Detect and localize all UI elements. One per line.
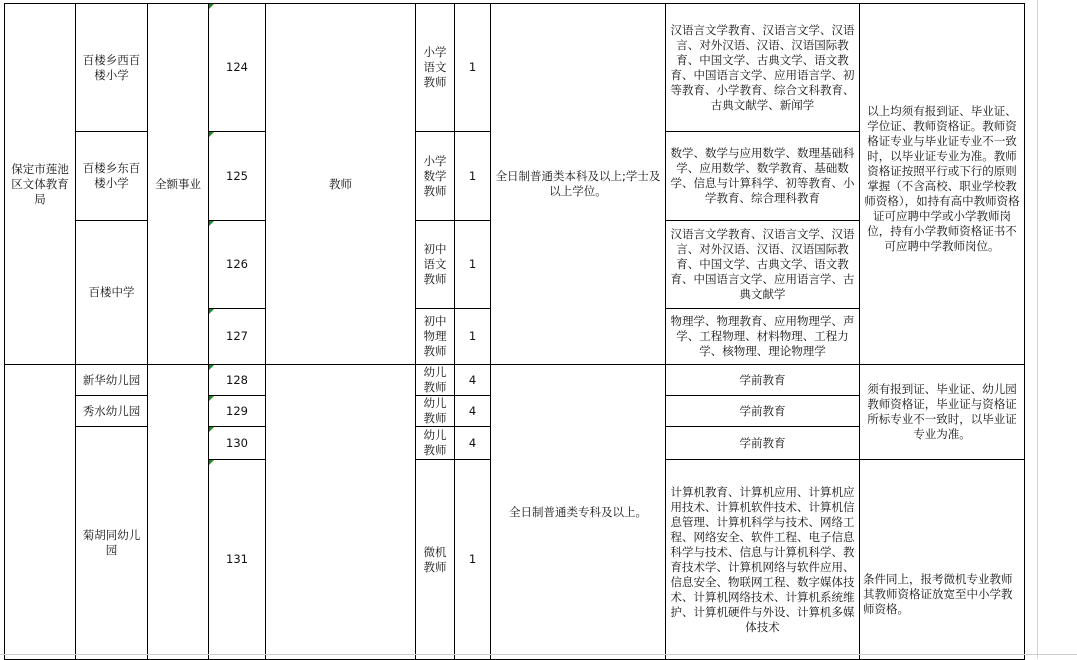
- department-cell-lower[interactable]: [5, 365, 76, 660]
- funding-cell-lower[interactable]: [148, 365, 209, 660]
- code-cell[interactable]: 131: [209, 460, 266, 660]
- post-cell[interactable]: 小学数学教师: [416, 132, 455, 221]
- note-cell[interactable]: 须有报到证、毕业证、幼儿园教师资格证，毕业证与资格证所标专业不一致时，以毕业证专业为准。: [860, 365, 1025, 460]
- recruitment-table: [4, 3, 1025, 660]
- unit-cell[interactable]: 秀水幼儿园: [76, 396, 148, 427]
- note-cell[interactable]: 以上均须有报到证、毕业证、学位证、教师资格证。教师资格证专业与毕业证专业不一致时，以毕业证专业为准。教师资格证按照平行或下行的原则掌握（不含高校、职业学校教师资格），如持有高中教师资格证可应聘中学或小学教师岗位，持有小学教师资格证书不可应聘中学教师岗位。: [860, 4, 1025, 365]
- unit-cell[interactable]: 百楼中学: [76, 221, 148, 365]
- major-cell[interactable]: 数学、数学与应用数学、数理基础科学、应用数学、数学教育、基础数学、信息与计算科学、初等教育、小学教育、综合理科教育: [666, 132, 860, 221]
- major-cell[interactable]: 学前教育: [666, 365, 860, 396]
- comment-marker-icon: [209, 4, 214, 9]
- count-cell[interactable]: 4: [455, 396, 491, 427]
- category-cell-lower[interactable]: [266, 365, 416, 660]
- unit-cell[interactable]: 百楼乡西百楼小学: [76, 4, 148, 132]
- code-cell[interactable]: 129: [209, 396, 266, 427]
- major-cell[interactable]: 汉语言文学教育、汉语言文学、汉语言、对外汉语、汉语、汉语国际教育、中国文学、古典文学、语文教育、中国语言文学、应用语言学、古典文献学: [666, 221, 860, 309]
- major-cell[interactable]: 学前教育: [666, 427, 860, 460]
- post-cell[interactable]: 幼儿教师: [416, 365, 455, 396]
- count-cell[interactable]: 1: [455, 460, 491, 660]
- code-cell[interactable]: 128: [209, 365, 266, 396]
- major-cell[interactable]: 计算机教育、计算机应用、计算机应用技术、计算机软件技术、计算机信息管理、计算机科学与技术、网络工程、网络安全、软件工程、电子信息科学与技术、信息与计算机科学、教育技术学、计算机网络与软件应用、信息安全、物联网工程、数字媒体技术、计算机网络技术、计算机系统维护、计算机硬件与外设、计算机多媒体技术: [666, 460, 860, 660]
- code-cell[interactable]: 124: [209, 4, 266, 132]
- count-cell[interactable]: 1: [455, 309, 491, 365]
- count-cell[interactable]: 1: [455, 221, 491, 309]
- count-cell[interactable]: 4: [455, 365, 491, 396]
- post-cell[interactable]: 微机教师: [416, 460, 455, 660]
- post-cell[interactable]: 小学语文教师: [416, 4, 455, 132]
- comment-marker-icon: [209, 132, 214, 137]
- code-cell[interactable]: 126: [209, 221, 266, 309]
- sheet-gridline: [1037, 0, 1038, 658]
- table-row: [5, 4, 1025, 132]
- count-cell[interactable]: 1: [455, 4, 491, 132]
- code-cell[interactable]: 127: [209, 309, 266, 365]
- education-cell[interactable]: 全日制普通类专科及以上。: [491, 365, 666, 660]
- post-cell[interactable]: 初中物理教师: [416, 309, 455, 365]
- major-cell[interactable]: 学前教育: [666, 396, 860, 427]
- sheet-bottom-gridline: [0, 654, 1077, 655]
- table-row: [5, 365, 1025, 396]
- comment-marker-icon: [209, 427, 214, 432]
- comment-marker-icon: [209, 460, 214, 465]
- post-cell[interactable]: 幼儿教师: [416, 427, 455, 460]
- comment-marker-icon: [209, 365, 214, 370]
- unit-cell[interactable]: 菊胡同幼儿园: [76, 427, 148, 660]
- comment-marker-icon: [209, 309, 214, 314]
- note-cell[interactable]: 条件同上，报考微机专业教师其教师资格证放宽至中小学教师资格。: [860, 460, 1025, 660]
- code-cell[interactable]: 125: [209, 132, 266, 221]
- funding-cell[interactable]: 全额事业: [148, 4, 209, 365]
- comment-marker-icon: [209, 396, 214, 401]
- department-cell[interactable]: 保定市莲池区文体教育局: [5, 4, 76, 365]
- major-cell[interactable]: 汉语言文学教育、汉语言文学、汉语言、对外汉语、汉语、汉语国际教育、中国文学、古典文学、语文教育、中国语言文学、应用语言学、初等教育、小学教育、综合文科教育、古典文献学、新闻学: [666, 4, 860, 132]
- unit-cell[interactable]: 新华幼儿园: [76, 365, 148, 396]
- count-cell[interactable]: 4: [455, 427, 491, 460]
- post-cell[interactable]: 初中语文教师: [416, 221, 455, 309]
- post-cell[interactable]: 幼儿教师: [416, 396, 455, 427]
- category-cell[interactable]: 教师: [266, 4, 416, 365]
- code-cell[interactable]: 130: [209, 427, 266, 460]
- count-cell[interactable]: 1: [455, 132, 491, 221]
- unit-cell[interactable]: 百楼乡东百楼小学: [76, 132, 148, 221]
- major-cell[interactable]: 物理学、物理教育、应用物理学、声学、工程物理、材料物理、工程力学、核物理、理论物理学: [666, 309, 860, 365]
- education-cell[interactable]: 全日制普通类本科及以上;学士及以上学位。: [491, 4, 666, 365]
- comment-marker-icon: [209, 221, 214, 226]
